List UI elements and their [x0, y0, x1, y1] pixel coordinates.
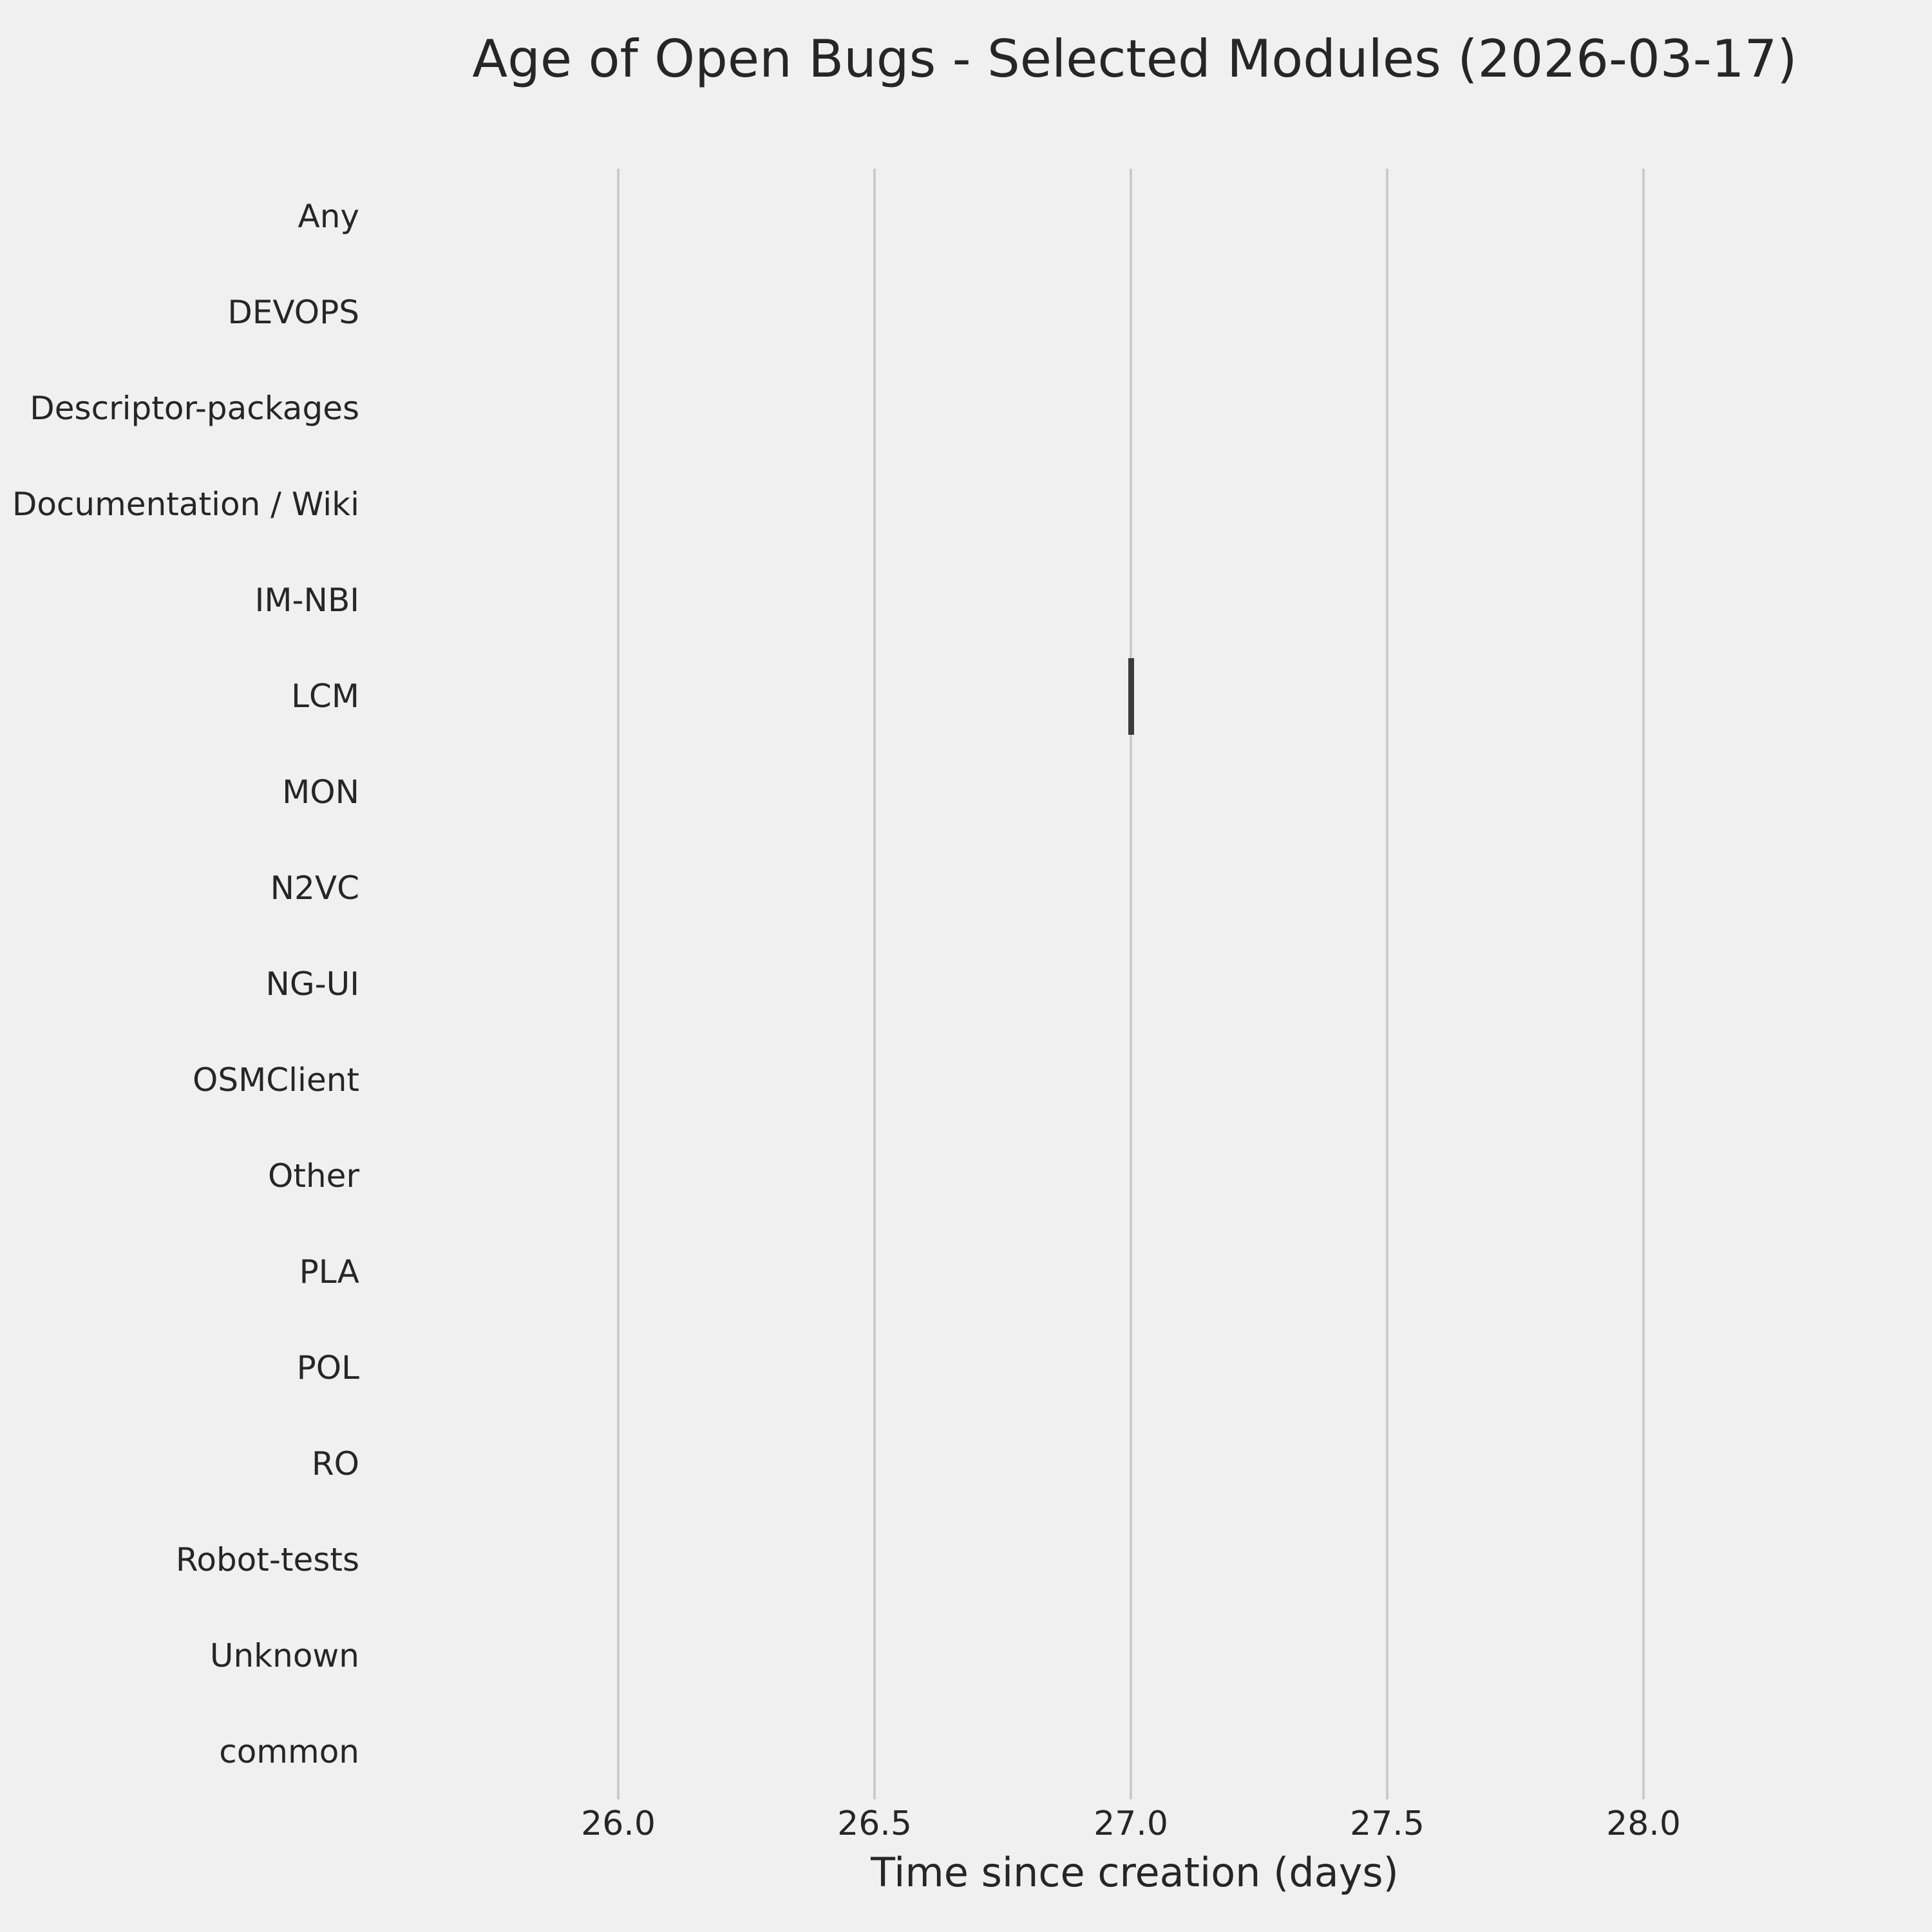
gridline-x-28.0	[1642, 169, 1645, 1799]
y-tick-label-osmclient: OSMClient	[193, 1061, 359, 1099]
y-tick-label-devops: DEVOPS	[227, 294, 359, 332]
y-tick-label-any: Any	[298, 198, 359, 236]
y-tick-label-n2vc: N2VC	[270, 869, 359, 907]
y-tick-label-other: Other	[268, 1157, 359, 1195]
y-tick-label-ro: RO	[311, 1444, 359, 1482]
y-tick-label-robot-tests: Robot-tests	[175, 1540, 359, 1578]
y-tick-label-common: common	[219, 1732, 359, 1770]
box-mark-lcm	[1128, 658, 1134, 735]
y-tick-label-im-nbi: IM-NBI	[254, 582, 359, 620]
chart-title: Age of Open Bugs - Selected Modules (2026-03-17)	[472, 29, 1797, 89]
y-tick-label-documentation-wiki: Documentation / Wiki	[12, 486, 359, 524]
y-tick-label-unknown: Unknown	[209, 1636, 359, 1674]
x-tick-label: 28.0	[1606, 1804, 1681, 1843]
y-tick-label-mon: MON	[282, 773, 359, 811]
x-axis-label: Time since creation (days)	[871, 1849, 1399, 1896]
y-tick-label-pol: POL	[296, 1349, 359, 1387]
gridline-x-26.0	[617, 169, 620, 1799]
gridline-x-26.5	[873, 169, 876, 1799]
x-tick-label: 26.0	[581, 1804, 656, 1843]
x-tick-label: 26.5	[837, 1804, 912, 1843]
gridline-x-27.5	[1386, 169, 1388, 1799]
x-tick-label: 27.0	[1094, 1804, 1168, 1843]
y-tick-label-ng-ui: NG-UI	[265, 965, 359, 1003]
y-tick-label-lcm: LCM	[291, 677, 359, 715]
y-tick-label-descriptor-packages: Descriptor-packages	[30, 390, 359, 428]
x-tick-label: 27.5	[1350, 1804, 1425, 1843]
y-tick-label-pla: PLA	[299, 1253, 359, 1291]
gridline-x-27.0	[1130, 169, 1132, 1799]
